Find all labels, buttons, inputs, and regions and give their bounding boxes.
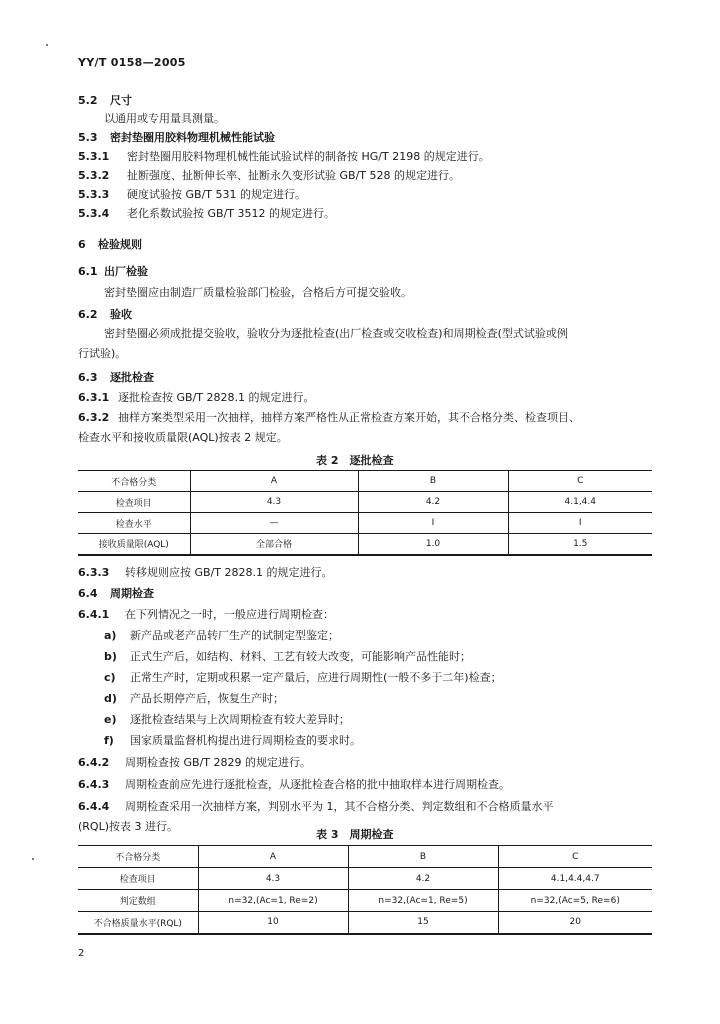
table-row (78, 513, 652, 534)
table-cell: Ⅰ (508, 513, 652, 534)
clause-text: 密封垫圈用胶料物理机械性能试验 (110, 131, 275, 144)
table-header-cell: C (508, 471, 652, 492)
table-row (78, 912, 652, 934)
clause-text: 周期检查采用一次抽样方案，判别水平为 1，其不合格分类、判定数组和不合格质量水平 (125, 800, 554, 813)
clause-number: b) (104, 650, 117, 663)
clause-text: 检验规则 (98, 238, 142, 251)
clause-text: 国家质量监督机构提出进行周期检查的要求时。 (130, 734, 361, 747)
table-cell: 全部合格 (190, 534, 358, 555)
clause-text: 正常生产时，定期或积累一定产量后，应进行周期性(一般不多于二年)检查； (130, 671, 502, 684)
clause-text: 硬度试验按 GB/T 531 的规定进行。 (127, 188, 306, 201)
document-code: YY/T 0158—2005 (78, 56, 186, 69)
table-cell: 4.1,4.4 (508, 492, 652, 513)
table-header-cell: B (358, 471, 508, 492)
table-cell: n=32,(Ac=5, Re=6) (498, 890, 652, 912)
clause-number: 5.3.2 (78, 169, 110, 182)
clause-text: 转移规则应按 GB/T 2828.1 的规定进行。 (125, 566, 333, 579)
clause-number: 6.4.1 (78, 608, 110, 621)
table-header-cell: 不合格分类 (78, 471, 190, 492)
table-cell: 检查项目 (78, 492, 190, 513)
clause-number: f) (104, 734, 114, 747)
clause-text: 检查水平和接收质量限(AQL)按表 2 规定。 (78, 431, 288, 444)
table-cell: n=32,(Ac=1, Re=5) (348, 890, 498, 912)
table-cell: 接收质量限(AQL) (78, 534, 190, 555)
clause-text: 周期检查按 GB/T 2829 的规定进行。 (125, 756, 311, 769)
clause-number: 6.3 (78, 371, 98, 384)
table-header-cell: C (498, 846, 652, 868)
clause-text: 验收 (110, 308, 132, 321)
clause-text: 尺寸 (110, 94, 132, 107)
clause-text: 新产品或老产品转厂生产的试制定型鉴定； (130, 629, 339, 642)
table-cell: 检查水平 (78, 513, 190, 534)
clause-text: 以通用或专用量具测量。 (104, 112, 225, 125)
table-cell: 20 (498, 912, 652, 934)
clause-number: 5.3.4 (78, 207, 110, 220)
table-row (78, 846, 652, 868)
clause-number: 5.3.1 (78, 150, 110, 163)
clause-text: 周期检查前应先进行逐批检查，从逐批检查合格的批中抽取样本进行周期检查。 (125, 778, 510, 791)
clause-number: 5.2 (78, 94, 98, 107)
page-number: 2 (78, 948, 85, 959)
table-cell: 4.3 (190, 492, 358, 513)
clause-number: 6.2 (78, 308, 98, 321)
table-cell: 检查项目 (78, 868, 198, 890)
table-row (78, 868, 652, 890)
table2-caption: 表 2 逐批检查 (316, 454, 394, 467)
clause-number: 6.4.2 (78, 756, 110, 769)
clause-number: 6.1 (78, 265, 98, 278)
clause-text: 密封垫圈用胶料物理机械性能试验试样的制备按 HG/T 2198 的规定进行。 (127, 150, 490, 163)
table-cell: n=32,(Ac=1, Re=2) (198, 890, 348, 912)
clause-text: 抽样方案类型采用一次抽样，抽样方案严格性从正常检查方案开始，其不合格分类、检查项目、 (118, 411, 580, 424)
clause-text: (RQL)按表 3 进行。 (78, 820, 179, 833)
table3-caption: 表 3 周期检查 (316, 828, 394, 841)
clause-text: 密封垫圈应由制造厂质量检验部门检验，合格后方可提交验收。 (104, 286, 412, 299)
clause-number: 6.3.1 (78, 391, 110, 404)
table-cell: 4.3 (198, 868, 348, 890)
table-cell: Ⅰ (358, 513, 508, 534)
table-cell: 1.5 (508, 534, 652, 555)
table-row (78, 534, 652, 555)
clause-text: 老化系数试验按 GB/T 3512 的规定进行。 (127, 207, 335, 220)
table-cell: 4.1,4.4,4.7 (498, 868, 652, 890)
clause-text: 密封垫圈必须成批提交验收，验收分为逐批检查(出厂检查或交收检查)和周期检查(型式试验或例 (104, 327, 568, 340)
table-cell: 不合格质量水平(RQL) (78, 912, 198, 934)
clause-number: 6.3.3 (78, 566, 110, 579)
clause-number: 5.3.3 (78, 188, 110, 201)
clause-text: 扯断强度、扯断伸长率、扯断永久变形试验 GB/T 528 的规定进行。 (127, 169, 460, 182)
clause-number: e) (104, 713, 117, 726)
table-header-cell: A (198, 846, 348, 868)
clause-number: 6.4.3 (78, 778, 110, 791)
table-header-cell: B (348, 846, 498, 868)
clause-number: 6.3.2 (78, 411, 110, 424)
clause-text: 产品长期停产后，恢复生产时； (130, 692, 284, 705)
table-periodic-inspection (78, 845, 652, 935)
clause-text: 逐批检查按 GB/T 2828.1 的规定进行。 (118, 391, 315, 404)
table-cell: 判定数组 (78, 890, 198, 912)
clause-number: d) (104, 692, 117, 705)
table-cell: — (190, 513, 358, 534)
table-cell: 1.0 (358, 534, 508, 555)
table-cell: 4.2 (358, 492, 508, 513)
table-row (78, 471, 652, 492)
clause-text: 正式生产后，如结构、材料、工艺有较大改变，可能影响产品性能时； (130, 650, 471, 663)
table-cell: 15 (348, 912, 498, 934)
table-lot-inspection (78, 470, 652, 556)
table-row (78, 492, 652, 513)
clause-number: 6.4 (78, 587, 98, 600)
table-row (78, 890, 652, 912)
clause-text: 逐批检查结果与上次周期检查有较大差异时； (130, 713, 350, 726)
scan-speck (32, 858, 34, 860)
clause-text: 周期检查 (110, 587, 154, 600)
clause-number: a) (104, 629, 117, 642)
clause-text: 逐批检查 (110, 371, 154, 384)
clause-text: 出厂检验 (104, 265, 148, 278)
clause-number: 5.3 (78, 131, 98, 144)
clause-number: 6 (78, 238, 86, 251)
clause-text: 行试验)。 (78, 347, 127, 360)
table-header-cell: A (190, 471, 358, 492)
clause-text: 在下列情况之一时，一般应进行周期检查： (125, 608, 334, 621)
scan-speck (46, 44, 48, 46)
clause-number: c) (104, 671, 116, 684)
table-cell: 10 (198, 912, 348, 934)
table-cell: 4.2 (348, 868, 498, 890)
clause-number: 6.4.4 (78, 800, 110, 813)
table-header-cell: 不合格分类 (78, 846, 198, 868)
